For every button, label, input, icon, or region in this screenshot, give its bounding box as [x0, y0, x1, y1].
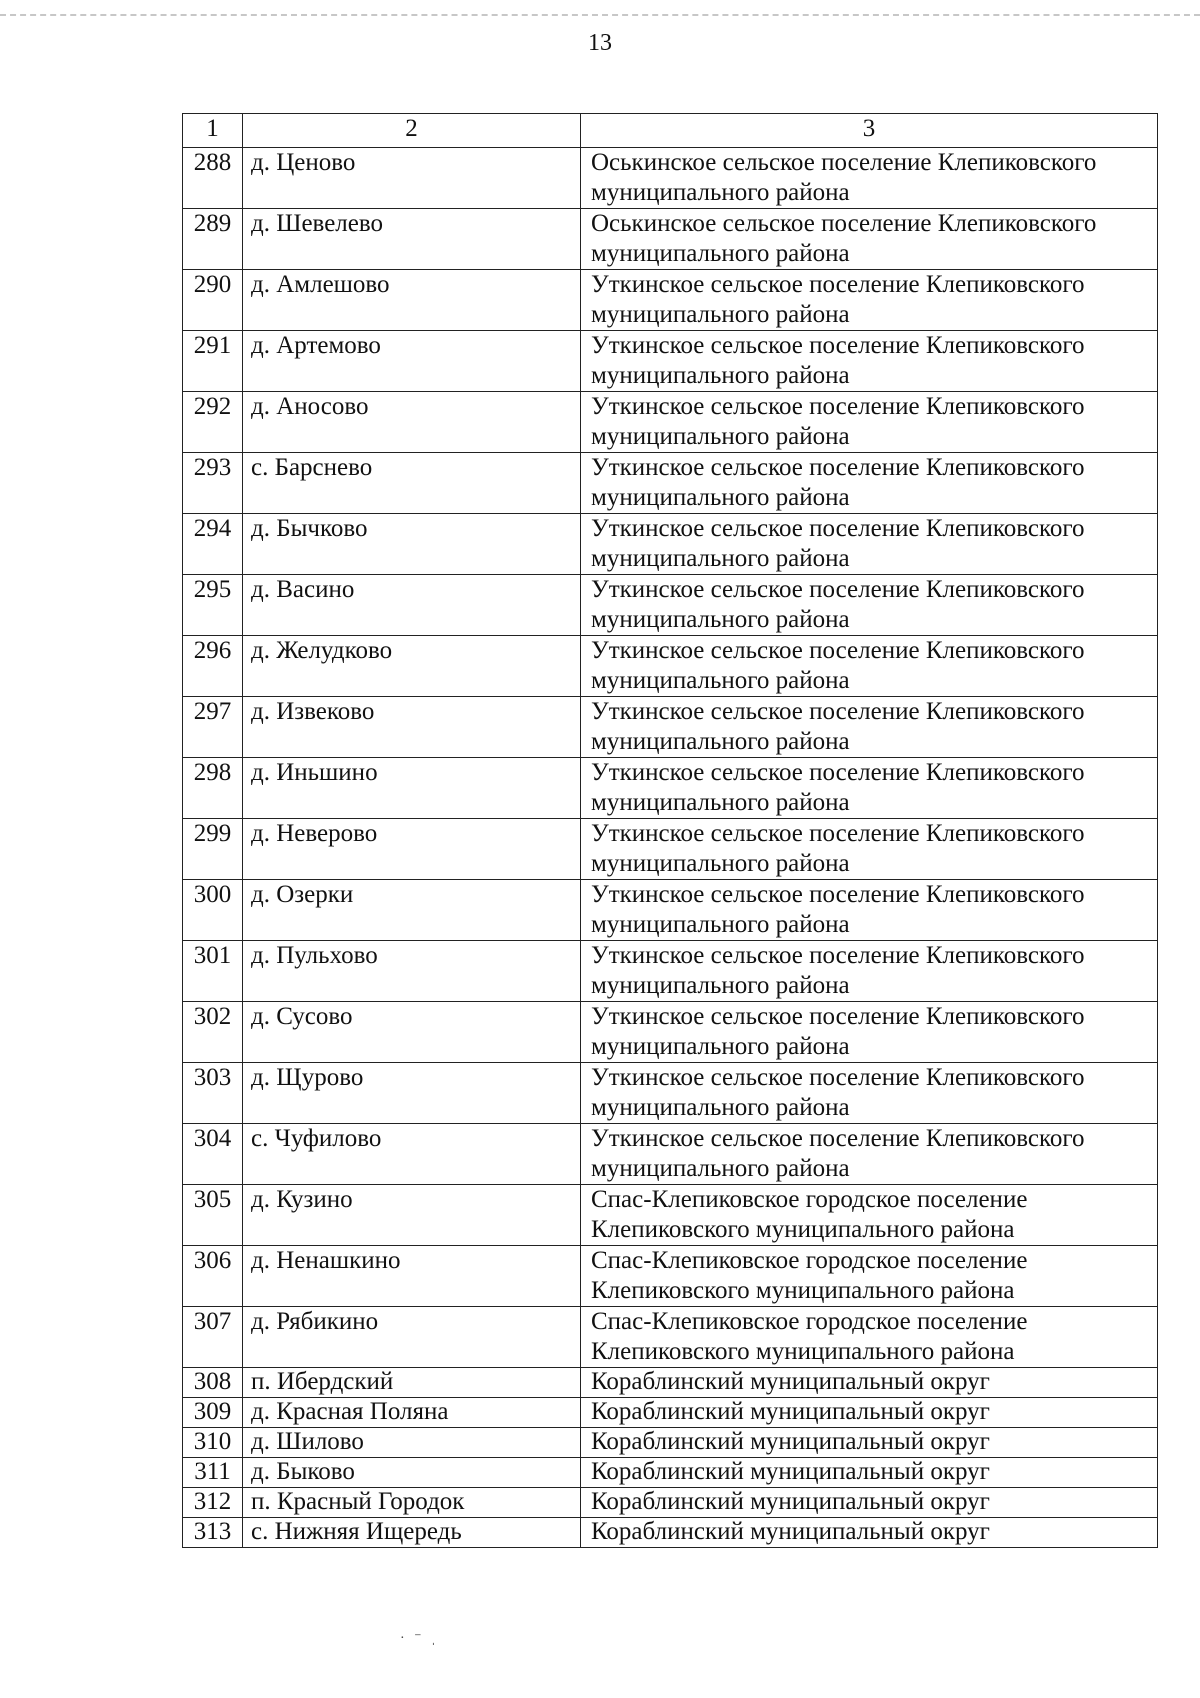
table-row [183, 1458, 1158, 1488]
settlement-name: д. Красная Поляна [243, 1398, 581, 1428]
municipality-name: Кораблинский муниципальный округ [581, 1518, 1158, 1548]
settlement-name: д. Амлешово [243, 270, 581, 331]
settlement-name: д. Иньшино [243, 758, 581, 819]
column-header-settlement: 2 [243, 114, 581, 148]
municipality-name: Уткинское сельское поселение Клепиковского муниципального района [581, 758, 1158, 819]
table-row [183, 941, 1158, 1002]
table-row [183, 575, 1158, 636]
table-row [183, 1518, 1158, 1548]
settlement-name: д. Озерки [243, 880, 581, 941]
row-number: 303 [183, 1063, 243, 1124]
municipality-name: Уткинское сельское поселение Клепиковского муниципального района [581, 1124, 1158, 1185]
table-row [183, 697, 1158, 758]
municipality-name: Уткинское сельское поселение Клепиковского муниципального района [581, 819, 1158, 880]
settlement-name: д. Щурово [243, 1063, 581, 1124]
municipality-name: Спас-Клепиковское городское поселение Клепиковского муниципального района [581, 1185, 1158, 1246]
scan-specks: · ⁻ ˌ [400, 1631, 439, 1646]
row-number: 294 [183, 514, 243, 575]
row-number: 300 [183, 880, 243, 941]
table-row [183, 758, 1158, 819]
municipality-name: Уткинское сельское поселение Клепиковского муниципального района [581, 636, 1158, 697]
settlement-name: д. Желудково [243, 636, 581, 697]
municipality-name: Кораблинский муниципальный округ [581, 1428, 1158, 1458]
municipality-name: Кораблинский муниципальный округ [581, 1368, 1158, 1398]
row-number: 312 [183, 1488, 243, 1518]
table-row [183, 636, 1158, 697]
municipality-name: Кораблинский муниципальный округ [581, 1458, 1158, 1488]
table-row [183, 880, 1158, 941]
row-number: 305 [183, 1185, 243, 1246]
municipality-name: Уткинское сельское поселение Клепиковского муниципального района [581, 392, 1158, 453]
table-body [183, 148, 1158, 1548]
row-number: 289 [183, 209, 243, 270]
row-number: 304 [183, 1124, 243, 1185]
table-row [183, 1488, 1158, 1518]
municipality-name: Уткинское сельское поселение Клепиковского муниципального района [581, 880, 1158, 941]
settlement-name: с. Нижняя Ищередь [243, 1518, 581, 1548]
row-number: 311 [183, 1458, 243, 1488]
municipality-name: Кораблинский муниципальный округ [581, 1488, 1158, 1518]
row-number: 292 [183, 392, 243, 453]
row-number: 288 [183, 148, 243, 209]
table-row [183, 1246, 1158, 1307]
municipality-name: Уткинское сельское поселение Клепиковского муниципального района [581, 453, 1158, 514]
municipality-name: Спас-Клепиковское городское поселение Клепиковского муниципального района [581, 1246, 1158, 1307]
page-number: 13 [588, 30, 612, 56]
table-row [183, 270, 1158, 331]
table-row [183, 392, 1158, 453]
settlement-name: д. Ненашкино [243, 1246, 581, 1307]
row-number: 301 [183, 941, 243, 1002]
column-header-number: 1 [183, 114, 243, 148]
settlement-name: д. Кузино [243, 1185, 581, 1246]
settlement-name: с. Чуфилово [243, 1124, 581, 1185]
municipality-name: Уткинское сельское поселение Клепиковского муниципального района [581, 270, 1158, 331]
row-number: 290 [183, 270, 243, 331]
table-row [183, 331, 1158, 392]
settlement-name: д. Шилово [243, 1428, 581, 1458]
settlement-name: д. Ценово [243, 148, 581, 209]
table-row [183, 1368, 1158, 1398]
scan-edge-artifact [0, 14, 1200, 20]
settlement-name: д. Быково [243, 1458, 581, 1488]
row-number: 298 [183, 758, 243, 819]
settlement-name: д. Неверово [243, 819, 581, 880]
municipality-name: Кораблинский муниципальный округ [581, 1398, 1158, 1428]
settlement-name: д. Шевелево [243, 209, 581, 270]
municipality-name: Уткинское сельское поселение Клепиковского муниципального района [581, 575, 1158, 636]
table-row [183, 1002, 1158, 1063]
table-row [183, 453, 1158, 514]
table-row [183, 148, 1158, 209]
settlement-name: д. Извеково [243, 697, 581, 758]
table-row [183, 1124, 1158, 1185]
settlement-name: д. Сусово [243, 1002, 581, 1063]
row-number: 291 [183, 331, 243, 392]
row-number: 297 [183, 697, 243, 758]
row-number: 293 [183, 453, 243, 514]
settlement-name: д. Артемово [243, 331, 581, 392]
municipality-name: Оськинское сельское поселение Клепиковского муниципального района [581, 209, 1158, 270]
table-row [183, 1307, 1158, 1368]
settlement-name: д. Аносово [243, 392, 581, 453]
settlement-name: п. Ибердский [243, 1368, 581, 1398]
row-number: 299 [183, 819, 243, 880]
table-row [183, 1398, 1158, 1428]
municipality-name: Спас-Клепиковское городское поселение Клепиковского муниципального района [581, 1307, 1158, 1368]
table-row [183, 819, 1158, 880]
row-number: 308 [183, 1368, 243, 1398]
settlement-name: д. Пульхово [243, 941, 581, 1002]
municipality-name: Уткинское сельское поселение Клепиковского муниципального района [581, 1063, 1158, 1124]
table-header-row [183, 114, 1158, 148]
settlement-name: с. Барснево [243, 453, 581, 514]
row-number: 296 [183, 636, 243, 697]
row-number: 310 [183, 1428, 243, 1458]
column-header-municipality: 3 [581, 114, 1158, 148]
row-number: 295 [183, 575, 243, 636]
row-number: 306 [183, 1246, 243, 1307]
settlements-table [182, 113, 1158, 1548]
row-number: 309 [183, 1398, 243, 1428]
municipality-name: Уткинское сельское поселение Клепиковского муниципального района [581, 941, 1158, 1002]
table-row [183, 1063, 1158, 1124]
row-number: 307 [183, 1307, 243, 1368]
settlement-name: д. Васино [243, 575, 581, 636]
municipality-name: Оськинское сельское поселение Клепиковского муниципального района [581, 148, 1158, 209]
table-row [183, 1185, 1158, 1246]
municipality-name: Уткинское сельское поселение Клепиковского муниципального района [581, 331, 1158, 392]
municipality-name: Уткинское сельское поселение Клепиковского муниципального района [581, 697, 1158, 758]
settlement-name: д. Рябикино [243, 1307, 581, 1368]
row-number: 313 [183, 1518, 243, 1548]
row-number: 302 [183, 1002, 243, 1063]
settlement-name: п. Красный Городок [243, 1488, 581, 1518]
municipality-name: Уткинское сельское поселение Клепиковского муниципального района [581, 1002, 1158, 1063]
table-row [183, 1428, 1158, 1458]
settlement-name: д. Бычково [243, 514, 581, 575]
municipality-name: Уткинское сельское поселение Клепиковского муниципального района [581, 514, 1158, 575]
table-row [183, 209, 1158, 270]
table-row [183, 514, 1158, 575]
